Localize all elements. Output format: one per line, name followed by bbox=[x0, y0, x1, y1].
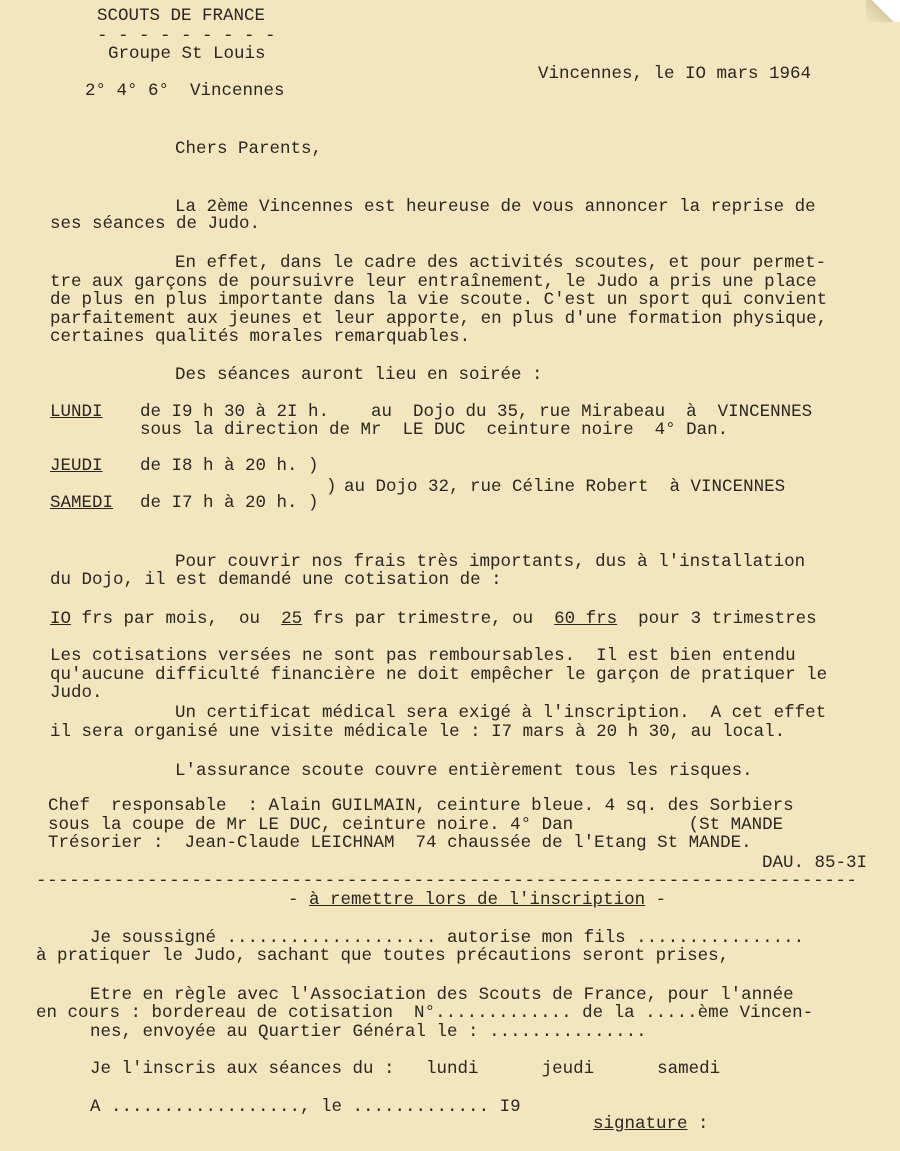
samedi-schedule: de I7 h à 20 h. ) bbox=[140, 493, 319, 513]
day-jeudi: JEUDI bbox=[50, 456, 103, 476]
form-line-2: à pratiquer le Judo, sachant que toutes précautions seront prises, bbox=[36, 946, 730, 966]
folded-corner bbox=[866, 0, 900, 22]
terms-line-1: Les cotisations versées ne sont pas remboursables. Il est bien entendu bbox=[50, 646, 796, 666]
form-separator: -------------------------------------------------------------------------- bbox=[36, 871, 858, 891]
terms-line-2: qu'aucune difficulté financière ne doit empêcher le garçon de pratiquer le bbox=[50, 665, 828, 685]
brace-middle: ) bbox=[326, 477, 337, 497]
fee-amount-quarterly: 25 bbox=[281, 609, 303, 629]
letterhead-org: SCOUTS DE FRANCE bbox=[97, 6, 266, 26]
terms-line-4: Un certificat médical sera exigé à l'inscription. A cet effet bbox=[175, 703, 827, 723]
lundi-direction: sous la direction de Mr LE DUC ceinture noire 4° Dan. bbox=[140, 420, 729, 440]
paragraph-2-line-1: En effet, dans le cadre des activités scoutes, et pour permet- bbox=[175, 253, 827, 273]
salutation: Chers Parents, bbox=[175, 139, 323, 159]
form-title: - à remettre lors de l'inscription - bbox=[288, 890, 667, 910]
fee-amount-monthly: IO bbox=[50, 609, 72, 629]
fees-intro-line-2: du Dojo, il est demandé une cotisation de : bbox=[50, 570, 502, 590]
letterhead-units: 2° 4° 6° Vincennes bbox=[85, 81, 285, 101]
form-signature: signature : bbox=[593, 1114, 709, 1134]
day-lundi: LUNDI bbox=[50, 402, 103, 422]
form-line-4: en cours : bordereau de cotisation N°............. de la .....ème Vincen- bbox=[36, 1003, 814, 1023]
contact-line-3: Trésorier : Jean-Claude LEICHNAM 74 chaussée de l'Etang St MANDE. bbox=[48, 833, 752, 853]
paragraph-1-line-2: ses séances de Judo. bbox=[50, 214, 261, 234]
terms-line-6: L'assurance scoute couvre entièrement tous les risques. bbox=[175, 761, 753, 781]
paragraph-2-line-4: parfaitement aux jeunes et leur apporte, en plus d'une formation physique, bbox=[50, 309, 828, 329]
paragraph-3: Des séances auront lieu en soirée : bbox=[175, 365, 543, 385]
jeudi-schedule: de I8 h à 20 h. ) bbox=[140, 456, 319, 476]
fee-amount-three-quarters: 60 frs bbox=[554, 609, 618, 629]
paragraph-2-line-3: de plus en plus importante dans la vie scoute. C'est un sport qui convient bbox=[50, 290, 828, 310]
reference-code: DAU. 85-3I bbox=[762, 853, 868, 873]
day-samedi: SAMEDI bbox=[50, 493, 114, 513]
terms-line-3: Judo. bbox=[50, 683, 103, 703]
form-line-5: nes, envoyée au Quartier Général le : ............... bbox=[90, 1022, 647, 1042]
letterhead-group: Groupe St Louis bbox=[108, 44, 266, 64]
lundi-schedule: de I9 h 30 à 2I h. au Dojo du 35, rue Mirabeau à VINCENNES bbox=[140, 402, 813, 422]
date-line: Vincennes, le IO mars 1964 bbox=[538, 64, 812, 84]
contact-line-1: Chef responsable : Alain GUILMAIN, ceinture bleue. 4 sq. des Sorbiers bbox=[48, 796, 794, 816]
paragraph-2-line-2: tre aux garçons de poursuivre leur entraînement, le Judo a pris une place bbox=[50, 272, 817, 292]
dojo-2-address: au Dojo 32, rue Céline Robert à VINCENNES bbox=[344, 477, 786, 497]
paragraph-1-line-1: La 2ème Vincennes est heureuse de vous annoncer la reprise de bbox=[175, 197, 816, 217]
terms-line-5: il sera organisé une visite médicale le : I7 mars à 20 h 30, au local. bbox=[50, 722, 786, 742]
form-place-date: A .................., le ............. I9 bbox=[90, 1097, 521, 1117]
form-line-1: Je soussigné .................... autorise mon fils ................ bbox=[90, 928, 805, 948]
form-session-choice: Je l'inscris aux séances du : lundi jeudi samedi bbox=[90, 1059, 721, 1079]
letterhead-dashes: - - - - - - - - - bbox=[97, 26, 276, 46]
form-line-3: Etre en règle avec l'Association des Scouts de France, pour l'année bbox=[90, 985, 794, 1005]
fees-intro-line-1: Pour couvrir nos frais très importants, dus à l'installation bbox=[175, 552, 806, 572]
fees-options: IO frs par mois, ou 25 frs par trimestre, ou 60 frs pour 3 trimestres bbox=[50, 609, 817, 629]
paragraph-2-line-5: certaines qualités morales remarquables. bbox=[50, 327, 471, 347]
contact-line-2: sous la coupe de Mr LE DUC, ceinture noire. 4° Dan (St MANDE bbox=[48, 815, 784, 835]
